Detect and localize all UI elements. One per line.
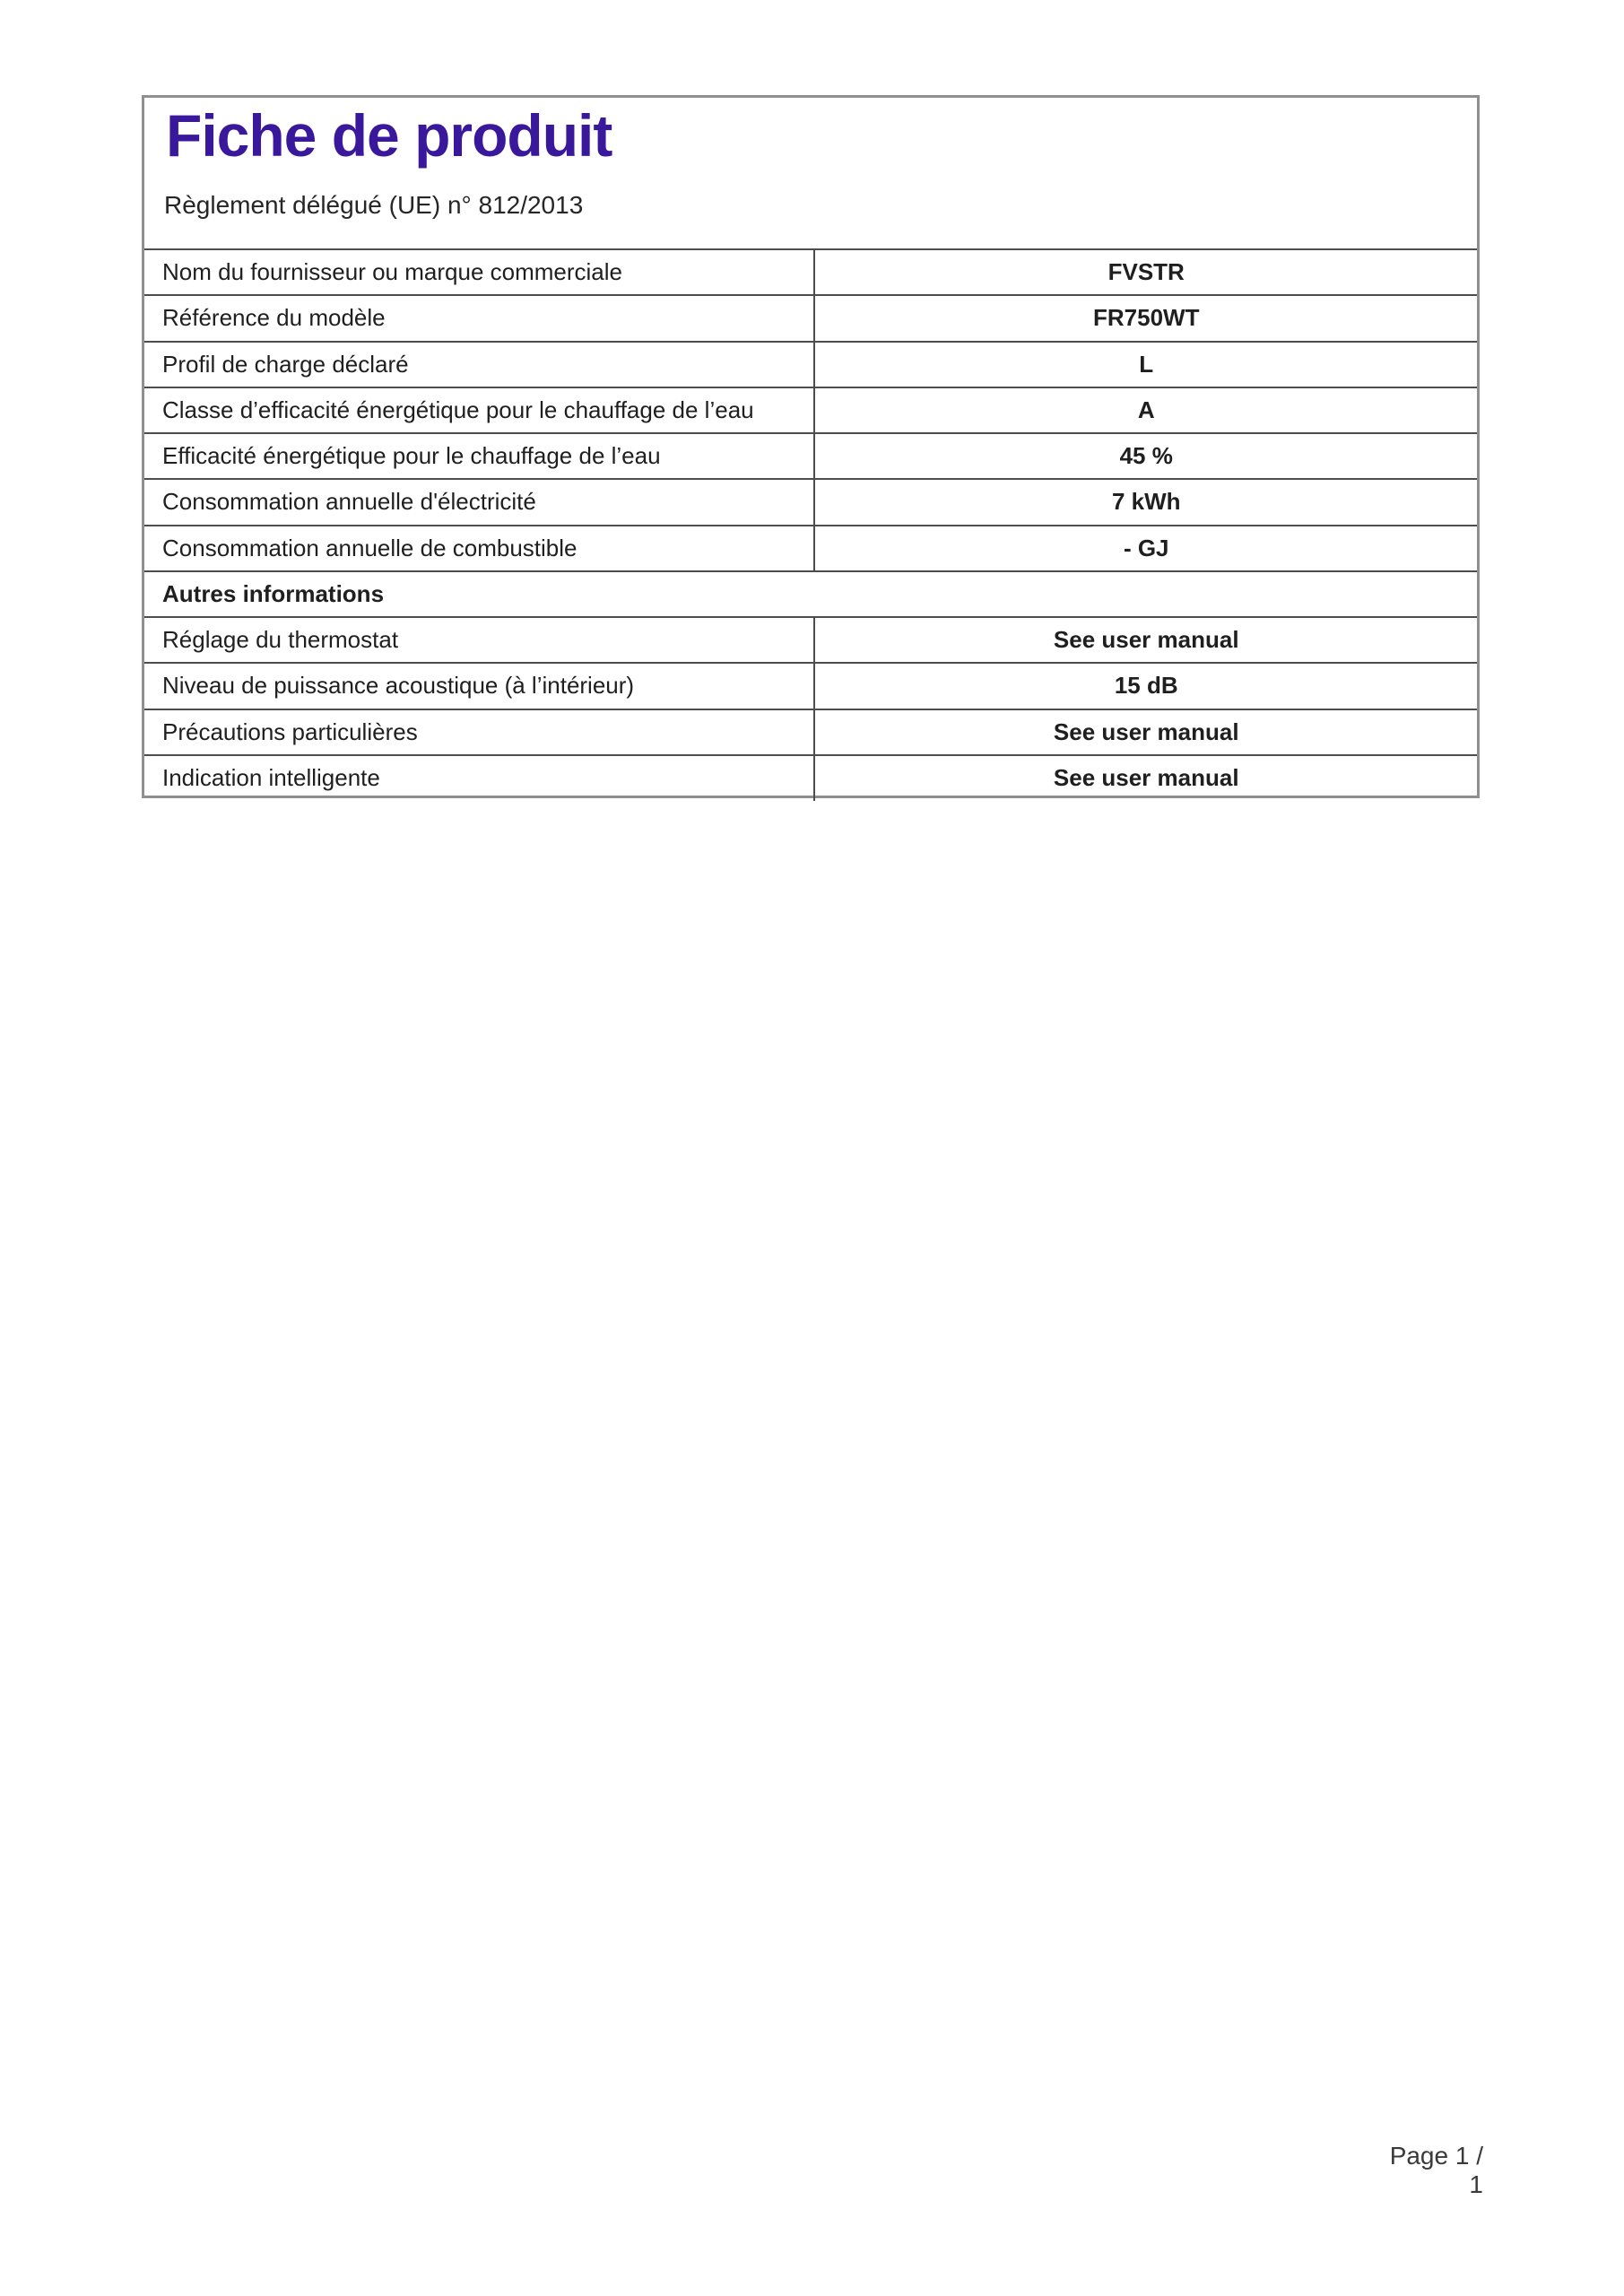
table-row — [144, 755, 1477, 801]
sheet-header — [144, 103, 1477, 248]
row-label-cell: Efficacité énergétique pour le chauffage de l’eau — [144, 433, 814, 479]
product-fiche-sheet — [142, 95, 1480, 798]
row-label-cell: Réglage du thermostat — [144, 617, 814, 663]
table-row — [144, 387, 1477, 433]
table-row — [144, 342, 1477, 387]
row-value-cell: FR750WT — [814, 295, 1477, 341]
regulation-subtitle: Règlement délégué (UE) n° 812/2013 — [164, 190, 584, 219]
page-number: Page 1 / 1 — [1389, 2142, 1483, 2198]
table-row — [144, 433, 1477, 479]
product-spec-table — [144, 248, 1477, 801]
row-label-cell: Classe d’efficacité énergétique pour le chauffage de l’eau — [144, 387, 814, 433]
row-label-cell: Profil de charge déclaré — [144, 342, 814, 387]
row-value-cell: See user manual — [814, 709, 1477, 755]
row-value-cell: A — [814, 387, 1477, 433]
row-label-cell: Niveau de puissance acoustique (à l’intérieur) — [144, 663, 814, 709]
row-value-cell: 45 % — [814, 433, 1477, 479]
table-row — [144, 526, 1477, 571]
table-row — [144, 479, 1477, 525]
table-row — [144, 663, 1477, 709]
row-value-cell: FVSTR — [814, 249, 1477, 295]
page-title: Fiche de produit — [166, 102, 612, 169]
section-header-row — [144, 571, 1477, 617]
row-value-cell: 7 kWh — [814, 479, 1477, 525]
row-label-cell: Référence du modèle — [144, 295, 814, 341]
row-value-cell: - GJ — [814, 526, 1477, 571]
row-value-cell: See user manual — [814, 617, 1477, 663]
table-row — [144, 249, 1477, 295]
row-value-cell: See user manual — [814, 755, 1477, 801]
row-value-cell: L — [814, 342, 1477, 387]
table-row — [144, 709, 1477, 755]
section-header-cell: Autres informations — [144, 571, 1477, 617]
row-label-cell: Consommation annuelle de combustible — [144, 526, 814, 571]
row-value-cell: 15 dB — [814, 663, 1477, 709]
row-label-cell: Nom du fournisseur ou marque commerciale — [144, 249, 814, 295]
row-label-cell: Précautions particulières — [144, 709, 814, 755]
row-label-cell: Consommation annuelle d'électricité — [144, 479, 814, 525]
table-row — [144, 295, 1477, 341]
table-row — [144, 617, 1477, 663]
row-label-cell: Indication intelligente — [144, 755, 814, 801]
